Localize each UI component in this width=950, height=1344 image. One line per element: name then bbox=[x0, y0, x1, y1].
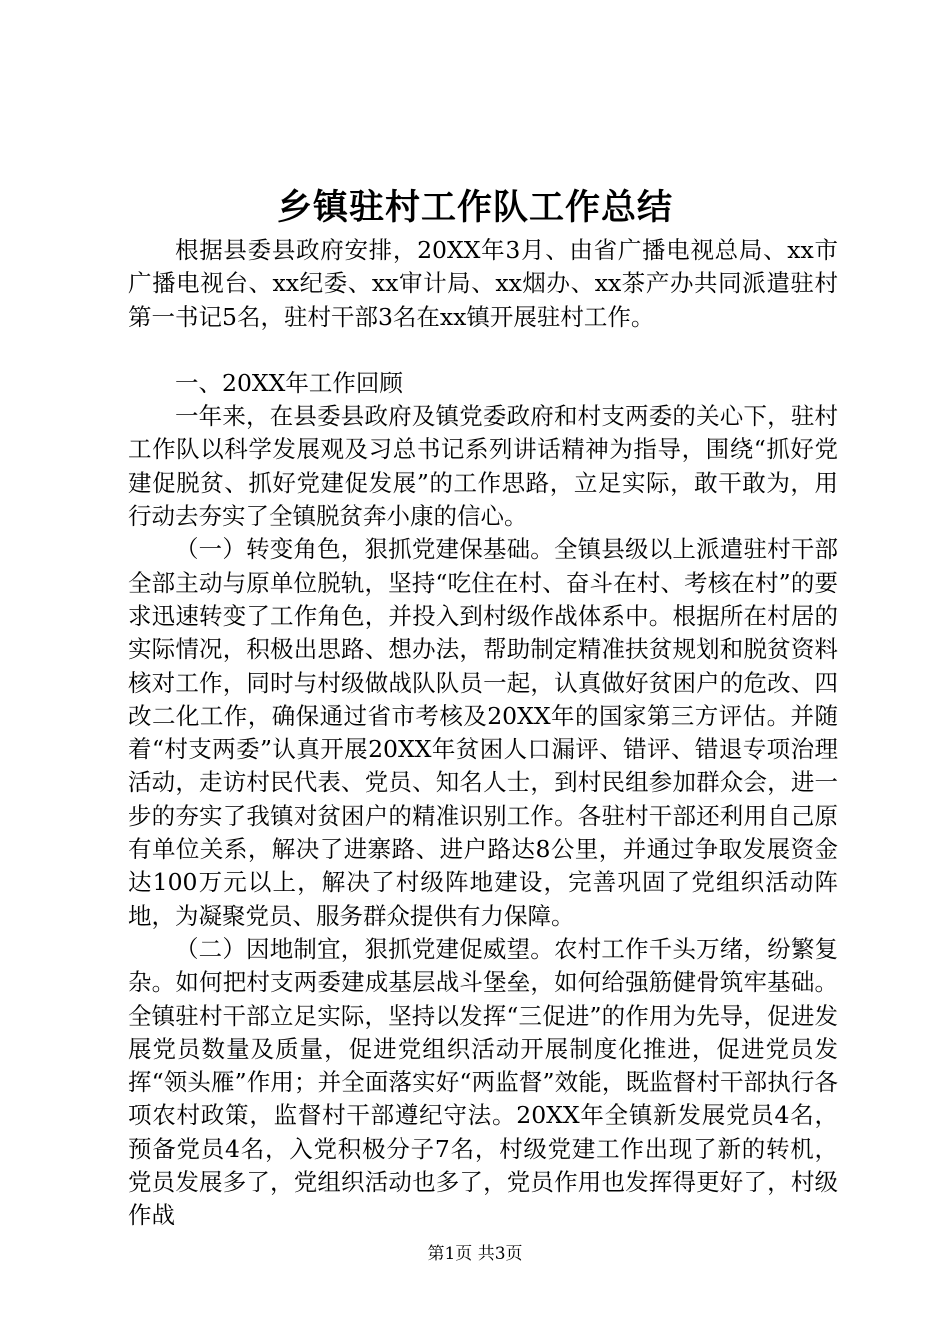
paragraph-overview: 一年来，在县委县政府及镇党委政府和村支两委的关心下，驻村工作队以科学发展观及习总书记系列讲话精神为指导，围绕“抓好党建促脱贫、抓好党建促发展”的工作思路，立足实际，敢干敢为，用行动去夯实了全镇脱贫奔小康的信心。 bbox=[128, 402, 838, 531]
page-footer: 第1页 共3页 bbox=[427, 1244, 523, 1264]
document-title: 乡镇驻村工作队工作总结 bbox=[276, 187, 673, 228]
paragraph-local-conditions: （二）因地制宜，狠抓党建促威望。农村工作千头万绪，纷繁复杂。如何把村支两委建成基层战斗堡垒，如何给强筋健骨筑牢基础。全镇驻村干部立足实际，坚持以发挥“三促进”的作用为先导，促进发展党员数量及质量，促进党组织活动开展制度化推进，促进党员发挥“领头雁”作用；并全面落实好“两监督”效能，既监督村干部执行各项农村政策，监督村干部遵纪守法。20XX年全镇新发展党员4名，预备党员4名，入党积极分子7名，村级党建工作出现了新的转机，党员发展多了，党组织活动也多了，党员作用也发挥得更好了，村级作战 bbox=[128, 934, 838, 1230]
paragraph-role-change: （一）转变角色，狠抓党建保基础。全镇县级以上派遣驻村干部全部主动与原单位脱轨，坚持“吃住在村、奋斗在村、考核在村”的要求迅速转变了工作角色，并投入到村级作战体系中。根据所在村居的实际情况，积极出思路、想办法，帮助制定精准扶贫规划和脱贫资料核对工作，同时与村级做战队队员一起，认真做好贫困户的危改、四改二化工作，确保通过省市考核及20XX年的国家第三方评估。并随着“村支两委”认真开展20XX年贫困人口漏评、错评、错退专项治理活动，走访村民代表、党员、知名人士，到村民组参加群众会，进一步的夯实了我镇对贫困户的精准识别工作。各驻村干部还利用自己原有单位关系，解决了进寨路、进户路达8公里，并通过争取发展资金达100万元以上，解决了村级阵地建设，完善巩固了党组织活动阵地，为凝聚党员、服务群众提供有力保障。 bbox=[128, 535, 838, 930]
section-heading-review: 一、20XX年工作回顾 bbox=[175, 368, 403, 397]
document-body bbox=[128, 234, 838, 1233]
paragraph-intro: 根据县委县政府安排，20XX年3月、由省广播电视总局、xx市广播电视台、xx纪委、xx审计局、xx烟办、xx茶产办共同派遣驻村第一书记5名，驻村干部3名在xx镇开展驻村工作。 bbox=[128, 236, 838, 331]
